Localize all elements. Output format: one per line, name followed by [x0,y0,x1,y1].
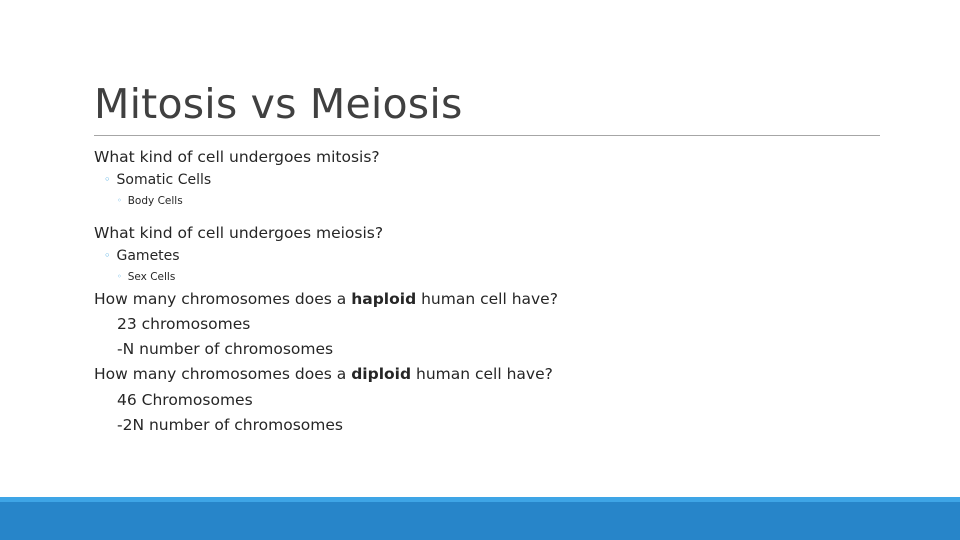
question-haploid [94,290,558,308]
haploid-term: haploid [351,290,417,308]
answer-somatic-cells-text: Somatic Cells [116,172,212,188]
answer-2n-chromosomes: -2N number of chromosomes [117,416,343,434]
answer-23-chromosomes: 23 chromosomes [117,315,251,333]
answer-sex-cells-text: Sex Cells [127,271,176,283]
diploid-term: diploid [351,365,412,383]
answer-gametes [104,248,180,264]
question-haploid-prefix: How many chromosomes does a [94,290,352,308]
question-mitosis: What kind of cell undergoes mitosis? [94,148,380,166]
bullet-icon: ◦ [104,173,111,186]
bullet-icon: ◦ [117,272,122,281]
answer-gametes-text: Gametes [116,248,180,264]
bullet-icon: ◦ [117,196,122,205]
answer-sex-cells [117,271,175,283]
answer-46-chromosomes: 46 Chromosomes [117,391,253,409]
question-diploid-prefix: How many chromosomes does a [94,365,352,383]
slide-title: Mitosis vs Meiosis [94,80,463,128]
footer-bar [0,497,960,540]
title-divider [94,135,880,136]
answer-body-cells-text: Body Cells [127,195,183,207]
question-diploid [94,365,553,383]
answer-somatic-cells [104,172,211,188]
answer-n-chromosomes: -N number of chromosomes [117,340,334,358]
question-meiosis: What kind of cell undergoes meiosis? [94,224,384,242]
question-haploid-suffix: human cell have? [416,290,558,308]
bullet-icon: ◦ [104,249,111,262]
answer-body-cells [117,195,183,207]
question-diploid-suffix: human cell have? [411,365,553,383]
